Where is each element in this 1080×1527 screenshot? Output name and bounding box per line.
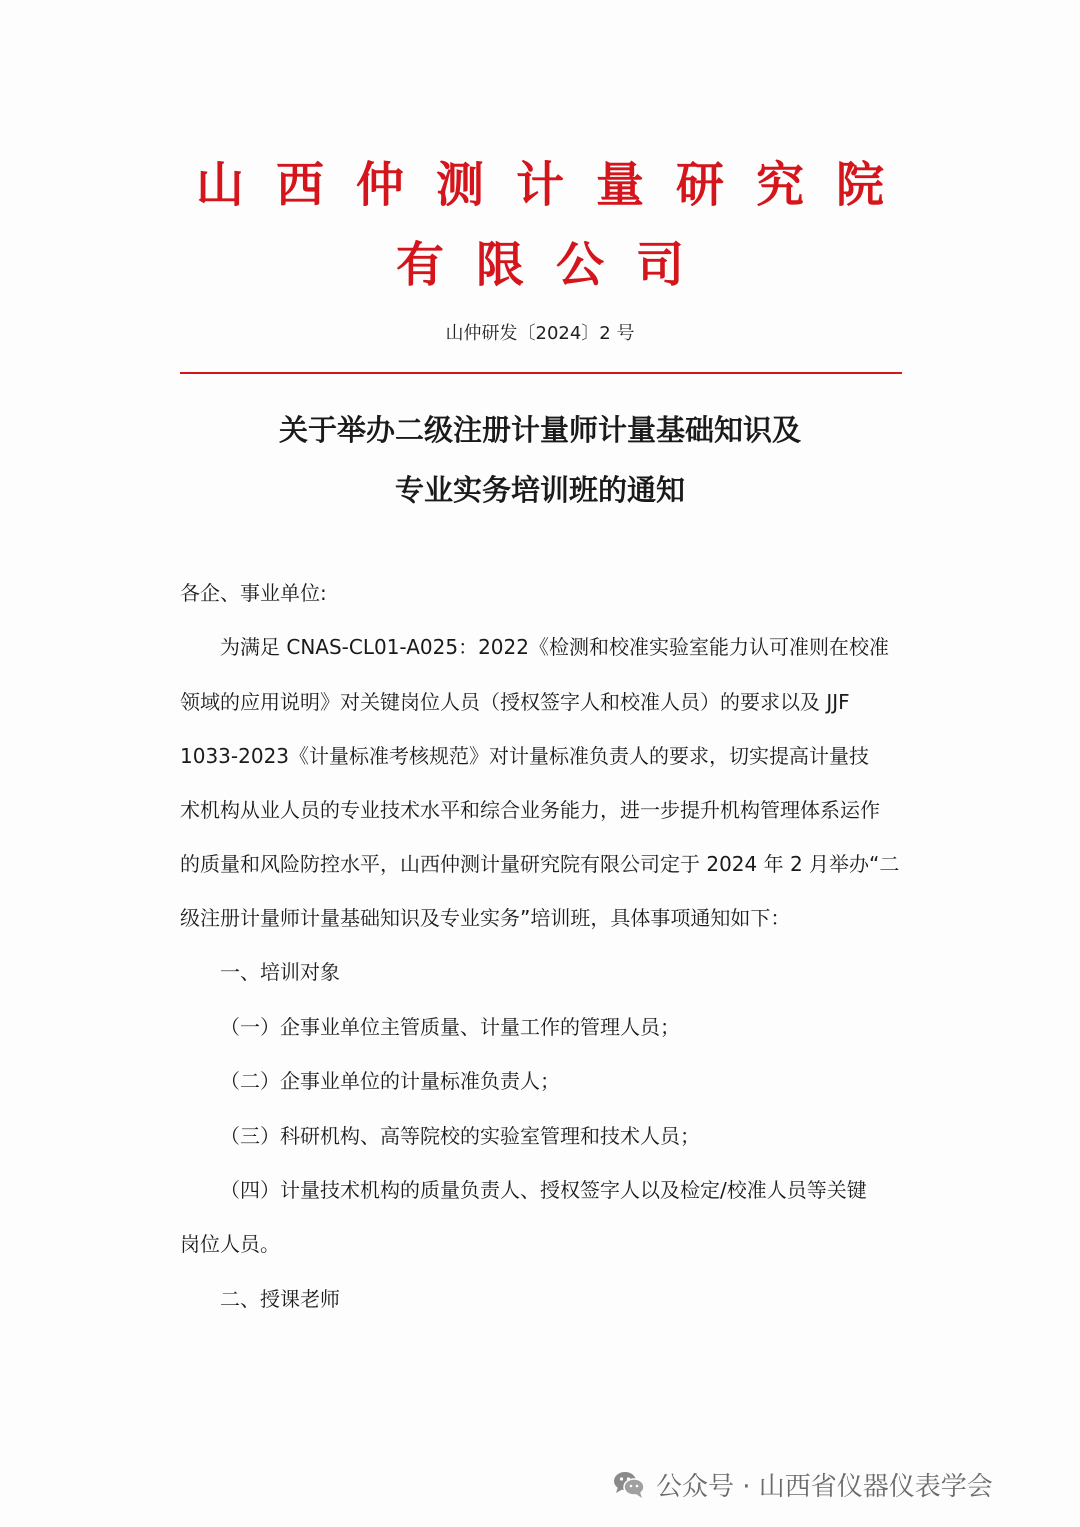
paragraph-line: 领域的应用说明》对关键岗位人员（授权签字人和校准人员）的要求以及 JJF	[180, 690, 850, 714]
org-name-line2: 有限公司	[395, 237, 716, 293]
paragraph-line: 1033-2023《计量标准考核规范》对计量标准负责人的要求，切实提高计量技	[180, 744, 870, 768]
list-item: （一）企事业单位主管质量、计量工作的管理人员；	[220, 1015, 680, 1039]
org-name-line1: 山西仲测计量研究院	[195, 157, 916, 213]
title-line2: 专业实务培训班的通知	[394, 473, 685, 507]
paragraph-line: 术机构从业人员的专业技术水平和综合业务能力，进一步提升机构管理体系运作	[180, 798, 880, 822]
document-number: 山仲研发〔2024〕2 号	[445, 323, 635, 344]
wechat-icon	[612, 1467, 646, 1501]
paragraph-line: 级注册计量师计量基础知识及专业实务”培训班，具体事项通知如下：	[180, 906, 791, 930]
paragraph-line: 的质量和风险防控水平，山西仲测计量研究院有限公司定于 2024 年 2 月举办“二	[180, 852, 900, 876]
red-divider	[180, 372, 902, 374]
section1-heading: 一、培训对象	[220, 960, 340, 984]
list-item: （三）科研机构、高等院校的实验室管理和技术人员；	[220, 1124, 700, 1148]
section2-heading: 二、授课老师	[220, 1287, 340, 1311]
watermark-text: 公众号 · 山西省仪器仪表学会	[656, 1471, 993, 1502]
list-item-continuation: 岗位人员。	[180, 1232, 280, 1256]
list-item: （二）企事业单位的计量标准负责人；	[220, 1069, 560, 1093]
salutation: 各企、事业单位:	[180, 581, 327, 605]
paragraph-line: 为满足 CNAS-CL01-A025：2022《检测和校准实验室能力认可准则在校准	[220, 635, 889, 659]
title-line1: 关于举办二级注册计量师计量基础知识及	[278, 413, 801, 447]
watermark	[612, 1462, 993, 1506]
list-item: （四）计量技术机构的质量负责人、授权签字人以及检定/校准人员等关键	[220, 1178, 867, 1202]
